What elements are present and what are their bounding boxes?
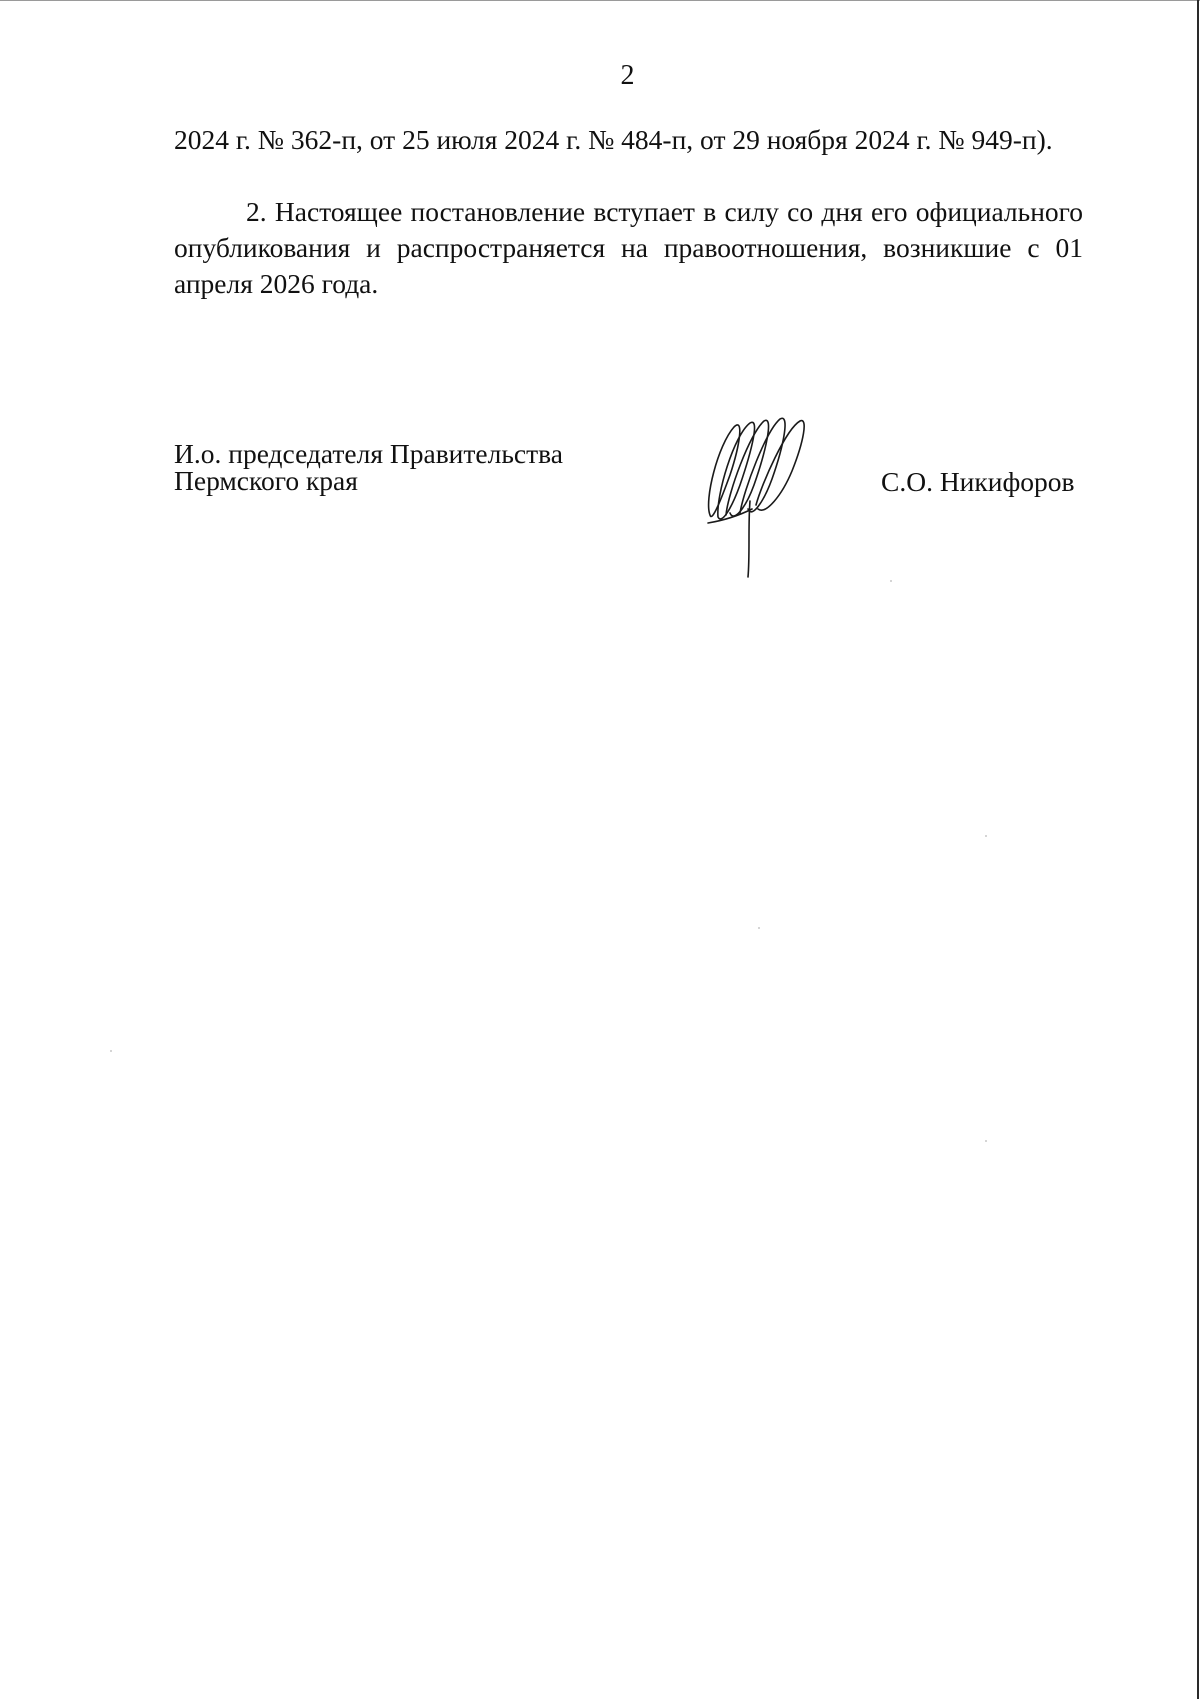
scan-speck	[890, 580, 892, 582]
scan-edge-right	[1197, 0, 1199, 1699]
paragraph-item-2: 2. Настоящее постановление вступает в силу со дня его официального опубликования и распространяется на правоотношения, возникшие с 01 апреля 2026 года.	[174, 196, 1083, 299]
paragraph-continuation: 2024 г. № 362-п, от 25 июля 2024 г. № 484-п, от 29 ноября 2024 г. № 949-п).	[174, 124, 1053, 155]
signer-position	[174, 440, 563, 494]
signer-name: С.О. Никифоров	[881, 466, 1075, 497]
signer-position-line-1: И.о. председателя Правительства	[174, 438, 563, 469]
handwritten-signature-icon	[700, 405, 820, 580]
scan-edge-top	[0, 0, 1200, 1]
scan-speck	[110, 1050, 112, 1052]
scan-speck	[985, 1140, 987, 1142]
scan-speck	[758, 927, 760, 929]
signer-position-line-2: Пермского края	[174, 465, 358, 496]
scan-speck	[985, 835, 987, 837]
page-number: 2	[620, 60, 635, 91]
